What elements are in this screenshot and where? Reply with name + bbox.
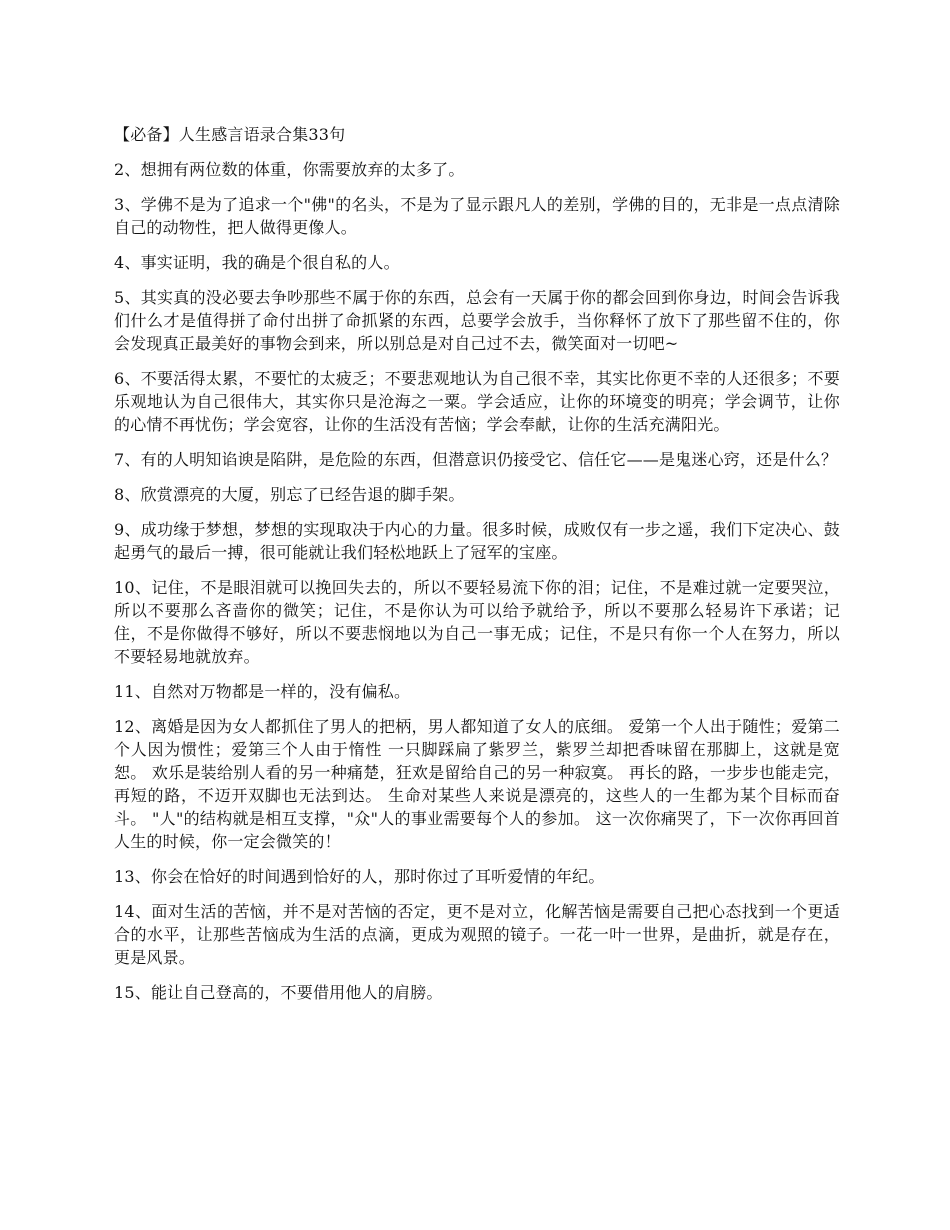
paragraph: 11、自然对万物都是一样的，没有偏私。 <box>114 682 411 701</box>
paragraph: 8、欣赏漂亮的大厦，别忘了已经告退的脚手架。 <box>114 485 465 504</box>
paragraph: 6、不要活得太累，不要忙的太疲乏；不要悲观地认为自己很不幸，其实比你更不幸的人还很多；不要乐观地认为自己很伟大，其实你只是沧海之一粟。学会适应，让你的环境变的明亮；学会调节，让你的心情不再忧伤；学会宽容，让你的生活没有苦恼；学会奉献，让你的生活充满阳光。 <box>114 369 840 434</box>
paragraph: 3、学佛不是为了追求一个"佛"的名头，不是为了显示跟凡人的差别，学佛的目的，无非是一点点清除自己的动物性，把人做得更像人。 <box>114 195 840 237</box>
paragraph: 10、记住，不是眼泪就可以挽回失去的，所以不要轻易流下你的泪；记住，不是难过就一定要哭泣，所以不要那么吝啬你的微笑；记住，不是你认为可以给予就给予，所以不要那么轻易许下承诺；记住，不是你做得不够好，所以不要悲悯地以为自己一事无成；记住，不是只有你一个人在努力，所以不要轻易地就放弃。 <box>114 578 840 666</box>
paragraph: 12、离婚是因为女人都抓住了男人的把柄，男人都知道了女人的底细。 爱第一个人出于随性；爱第二个人因为惯性；爱第三个人由于惰性 一只脚踩扁了紫罗兰，紫罗兰却把香味留在那脚上，这就是宽恕。 欢乐是装给别人看的另一种痛楚，狂欢是留给自己的另一种寂寞。 再长的路，一步步也能走完，再短的路，不迈开双脚也无法到达。 生命对某些人来说是漂亮的，这些人的一生都为某个目标而奋斗。 "人"的结构就是相互支撑，"众"人的事业需要每个人的参加。 这一次你痛哭了，下一次你再回首人生的时候，你一定会微笑的！ <box>114 717 840 851</box>
paragraph: 13、你会在恰好的时间遇到恰好的人，那时你过了耳听爱情的年纪。 <box>114 867 605 886</box>
paragraph: 9、成功缘于梦想，梦想的实现取决于内心的力量。很多时候，成败仅有一步之遥，我们下定决心、鼓起勇气的最后一搏，很可能就让我们轻松地跃上了冠军的宝座。 <box>114 520 840 562</box>
document-body <box>114 123 840 1016</box>
paragraph: 15、能让自己登高的，不要借用他人的肩膀。 <box>114 983 443 1002</box>
paragraph: 2、想拥有两位数的体重，你需要放弃的太多了。 <box>114 160 465 179</box>
paragraph: 7、有的人明知谄谀是陷阱，是危险的东西，但潜意识仍接受它、信任它——是鬼迷心窍，还是什么？ <box>114 450 838 469</box>
paragraph: 14、面对生活的苦恼，并不是对苦恼的否定，更不是对立，化解苦恼是需要自己把心态找到一个更适合的水平，让那些苦恼成为生活的点滴，更成为观照的镜子。一花一叶一世界，是曲折，就是存在，更是风景。 <box>114 902 840 967</box>
paragraph: 4、事实证明，我的确是个很自私的人。 <box>114 253 400 272</box>
paragraph: 5、其实真的没必要去争吵那些不属于你的东西，总会有一天属于你的都会回到你身边，时间会告诉我们什么才是值得拼了命付出拼了命抓紧的东西，总要学会放手，当你释怀了放下了那些留不住的，你会发现真正最美好的事物会到来，所以别总是对自己过不去，微笑面对一切吧~ <box>114 288 840 353</box>
document-title: 【必备】人生感言语录合集33句 <box>114 125 346 144</box>
